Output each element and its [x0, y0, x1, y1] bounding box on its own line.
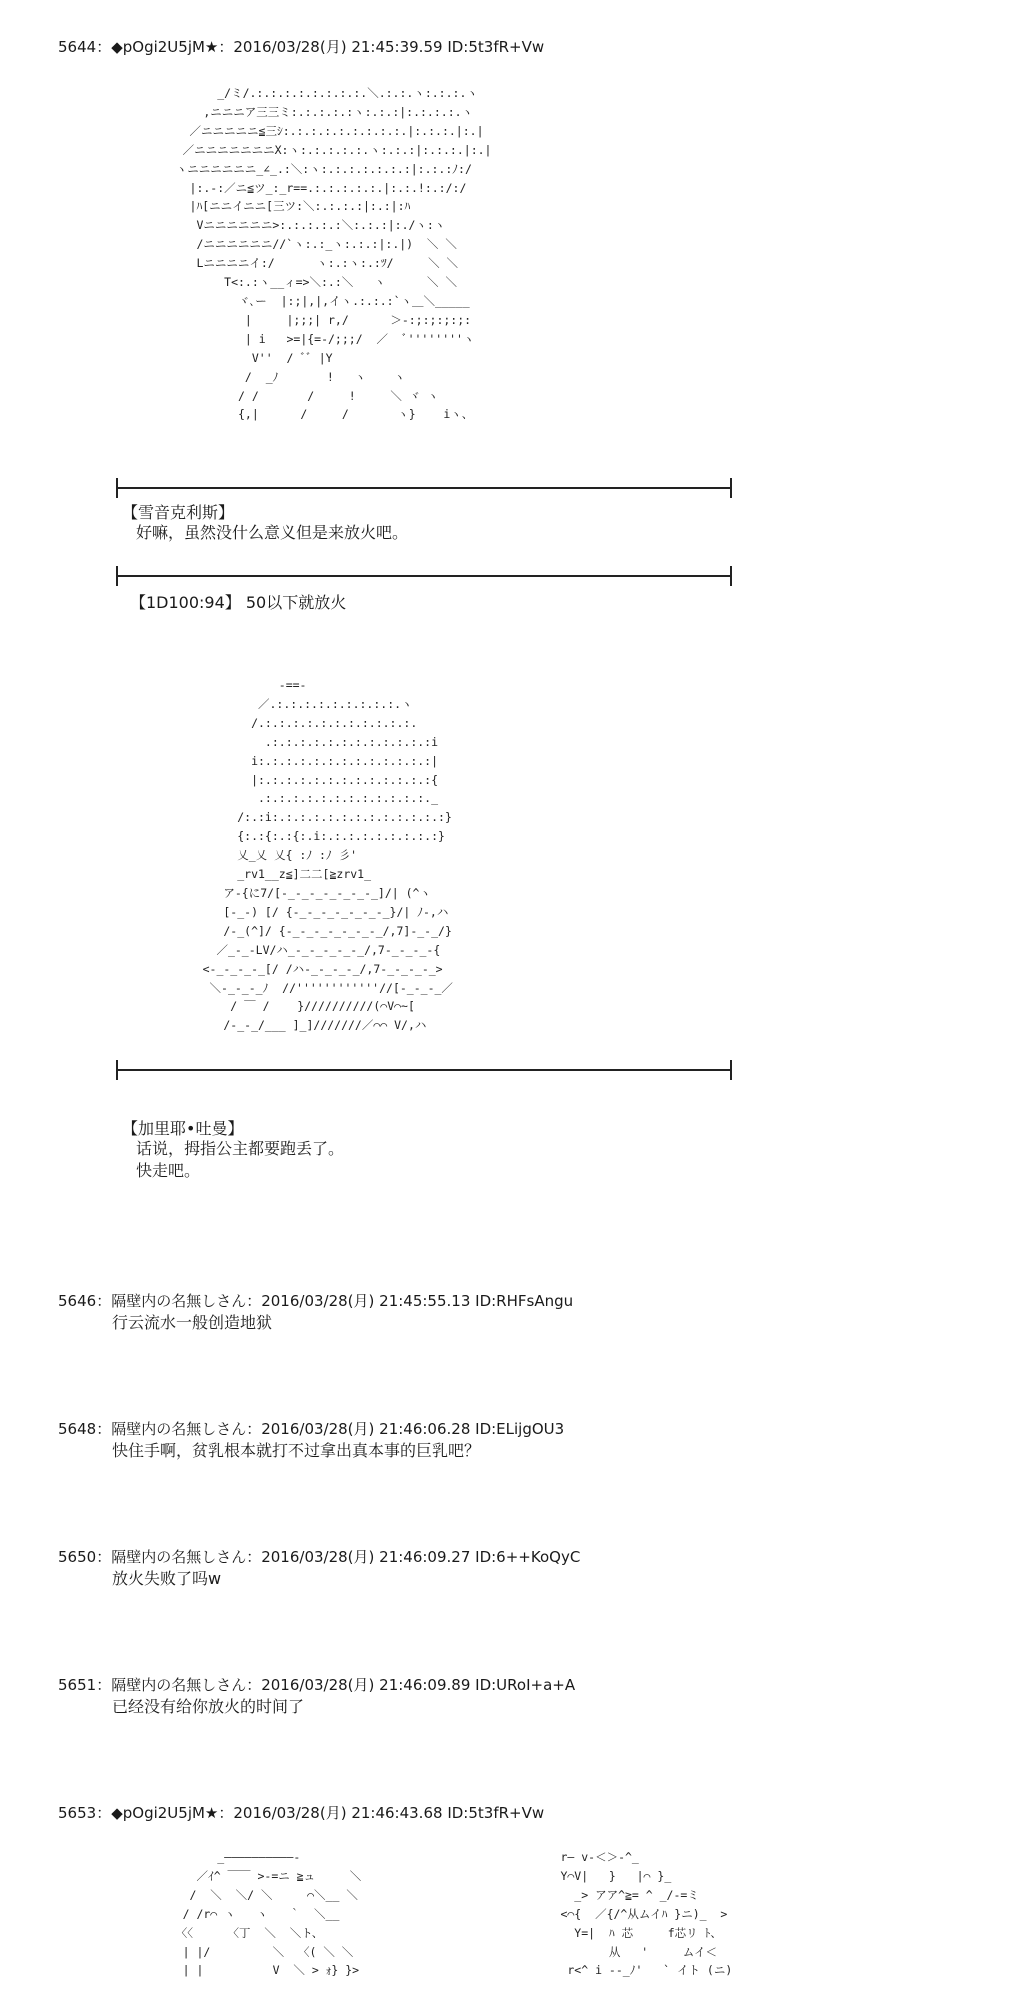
speech-line: 好嘛，虽然没什么意义但是来放火吧。: [136, 523, 409, 542]
post-date: ：2016/03/28(月) 21:46:43.68: [218, 1804, 443, 1822]
post-id[interactable]: ID:RHFsAngu: [475, 1292, 574, 1310]
speaker-label: 【加里耶•吐曼】: [122, 1119, 244, 1138]
post-header: 5648：隔壁内の名無しさん：2016/03/28(月) 21:46:06.28 ID:ELijgOU3: [58, 1420, 565, 1438]
post-id[interactable]: ID:6++KoQyC: [475, 1548, 581, 1566]
dialogue-divider: [116, 478, 732, 498]
post-body: 行云流水一般创造地狱: [112, 1313, 273, 1332]
post-date: ：2016/03/28(月) 21:45:55.13: [246, 1292, 471, 1310]
post-number[interactable]: 5648: [58, 1420, 97, 1438]
speech-line: 快走吧。: [136, 1161, 201, 1180]
post-header: 5650：隔壁内の名無しさん：2016/03/28(月) 21:46:09.27 ID:6++KoQyC: [58, 1548, 581, 1566]
post-author: 隔壁内の名無しさん: [111, 1292, 247, 1310]
post-author: ◆pOgi2U5jM★: [111, 38, 219, 56]
post-author: ◆pOgi2U5jM★: [111, 1804, 219, 1822]
post-header: 5651：隔壁内の名無しさん：2016/03/28(月) 21:46:09.89 ID:URoI+a+A: [58, 1676, 576, 1694]
post-author: 隔壁内の名無しさん: [111, 1676, 247, 1694]
ascii-art-right-figure: r― v-＜＞-^_ Y⌒V| } |⌒ }_ _> アア^≧= ^ _/-=ミ <⌒{ ／{/^从ムイﾊ }ニ)_ > Y=| ﾊ 芯 f芯リ ﾄ、 从 ' ムイ＜ r<^ i --_ﾉ' ` イト (ニ): [560, 1850, 733, 1978]
post-header: 5646：隔壁内の名無しさん：2016/03/28(月) 21:45:55.13 ID:RHFsAngu: [58, 1292, 574, 1310]
dialogue-divider: [116, 1060, 732, 1080]
dialogue-divider: [116, 566, 732, 586]
speech-line: 话说，拇指公主都要跑丢了。: [136, 1139, 345, 1158]
post-date: ：2016/03/28(月) 21:46:09.89: [246, 1676, 471, 1694]
ascii-art-left-figure: _――――――――――- ／ｲ^ ￣￣ >-=ニ ≧ュ ＼ / ＼ ＼/ ＼ ⌒＼__ ＼ / /r⌒ ヽ ヽ ｀ ＼__ 〈〈 〈丁 ＼ ＼ト、 | |/ ＼ 〈( ＼ ＼ | | V ＼ > ｫ} }>: [175, 1850, 362, 1978]
post-header: 5653：◆pOgi2U5jM★：2016/03/28(月) 21:46:43.68 ID:5t3fR+Vw: [58, 1804, 545, 1822]
post-date: ：2016/03/28(月) 21:45:39.59: [218, 38, 443, 56]
post-id[interactable]: ID:5t3fR+Vw: [447, 1804, 545, 1822]
post-author: 隔壁内の名無しさん: [111, 1548, 247, 1566]
post-body: 放火失败了吗w: [112, 1569, 222, 1588]
post-id[interactable]: ID:5t3fR+Vw: [447, 38, 545, 56]
ascii-art-garie: -==- ／.:.:.:.:.:.:.:.:.:.ヽ /.:.:.:.:.:.:.:.:.:.:.:. .:.:.:.:.:.:.:.:.:.:.:.:i i:.:.:.:.:.:.:.:.:.:.:.:.:| |:.:.:.:.:.:.:.:.:.:.:.:.:{ .:.:.:.:.:.:.:.:.:.:.:.:._ /:.:i:.:.:.:.:.:.:.:.:.:.:.:.:} {:.:{:.:{:.i:.:.:.:.:.:.:.:.:} 乂_乂 乂{ :ﾉ :ﾉ 彡' _rv1__z≦]二二[≧zrv1_ ア-{に7/[-_-_-_-_-_-_-_]/| (^ヽ [-_-) [/ {-_-_-_-_-_-_-_}/| ﾉ-,ハ /-_(^]/ {-_-_-_-_-_-_-_/,7]-_-_/} ／_-_-LV/ハ_-_-_-_-_-_/,7-_-_-_-{ <-_-_-_-_[/ /ハ-_-_-_-_/,7-_-_-_-_> ＼-_-_-_ﾉ //''''''''''''//[-_-_-_／ / ￣ / }//////////(⌒V⌒~[ /-_-_/___ ]_]///////／⌒⌒ V/,ハ: [202, 678, 453, 1033]
post-id[interactable]: ID:ELijgOU3: [475, 1420, 565, 1438]
post-author: 隔壁内の名無しさん: [111, 1420, 247, 1438]
post-header: 5644：◆pOgi2U5jM★：2016/03/28(月) 21:45:39.59 ID:5t3fR+Vw: [58, 38, 545, 56]
post-number[interactable]: 5644: [58, 38, 97, 56]
post-number[interactable]: 5646: [58, 1292, 97, 1310]
post-body: 已经没有给你放火的时间了: [112, 1697, 305, 1716]
ascii-art-chris: _/ミ/.:.:.:.:.:.:.:.:.＼.:.:.ヽ:.:.:.ヽ ,ニニニア三三ミ:.:.:.:.:ヽ:.:.:|:.:.:.:.ヽ ／ニニニニニ≦三ｼ:.:.:.:.:.:.:.:.:.|:.:.:.|:.| ／ニニニニニニニX:ヽ:.:.:.:.:.ヽ:.:.:|:.:.:.|:.| ヽニニニニニニ_∠_.:＼:ヽ:.:.:.:.:.:.:|:.:.:ﾉ:/ |:.-:／ニ≦ツ_:_r==.:.:.:.:.:.|:.:.!:.:/:/ |ﾊ[ニニイニニ[三ツ:＼:.:.:.:|:.:|:ﾊ Vニニニニニニ>:.:.:.:.:＼:.:.:|:./ヽ:ヽ /ニニニニニニ//`ヽ:.:_ヽ:.:.:|:.|) ＼ ＼ Lニニニニイ:/ ヽ:.:ヽ:.:ﾂ/ ＼ ＼ T<:.:ヽ__ィ=>＼:.:＼ ヽ ＼ ＼ ヾ､ー |:;|,|,イヽ.:.:.:`ヽ＿＼_____ | |;;;| r,/ ＞-:;:;:;:;: | i >=|{=-/;;;/ ／ ﾞ''''''''ヽ V'' / ﾞﾞ |Y / _ﾉ ! ヽ ヽ / / / ! ＼ ヾ ヽ {,| / / ヽ} iヽ、: [175, 86, 492, 422]
post-id[interactable]: ID:URoI+a+A: [475, 1676, 576, 1694]
post-date: ：2016/03/28(月) 21:46:09.27: [246, 1548, 471, 1566]
post-number[interactable]: 5651: [58, 1676, 97, 1694]
post-date: ：2016/03/28(月) 21:46:06.28: [246, 1420, 471, 1438]
post-body: 快住手啊，贫乳根本就打不过拿出真本事的巨乳吧？: [112, 1441, 481, 1460]
post-number[interactable]: 5653: [58, 1804, 97, 1822]
dice-roll-result: 【1D100:94】 50以下就放火: [130, 593, 347, 612]
post-number[interactable]: 5650: [58, 1548, 97, 1566]
speaker-label: 【雪音克利斯】: [122, 503, 235, 522]
